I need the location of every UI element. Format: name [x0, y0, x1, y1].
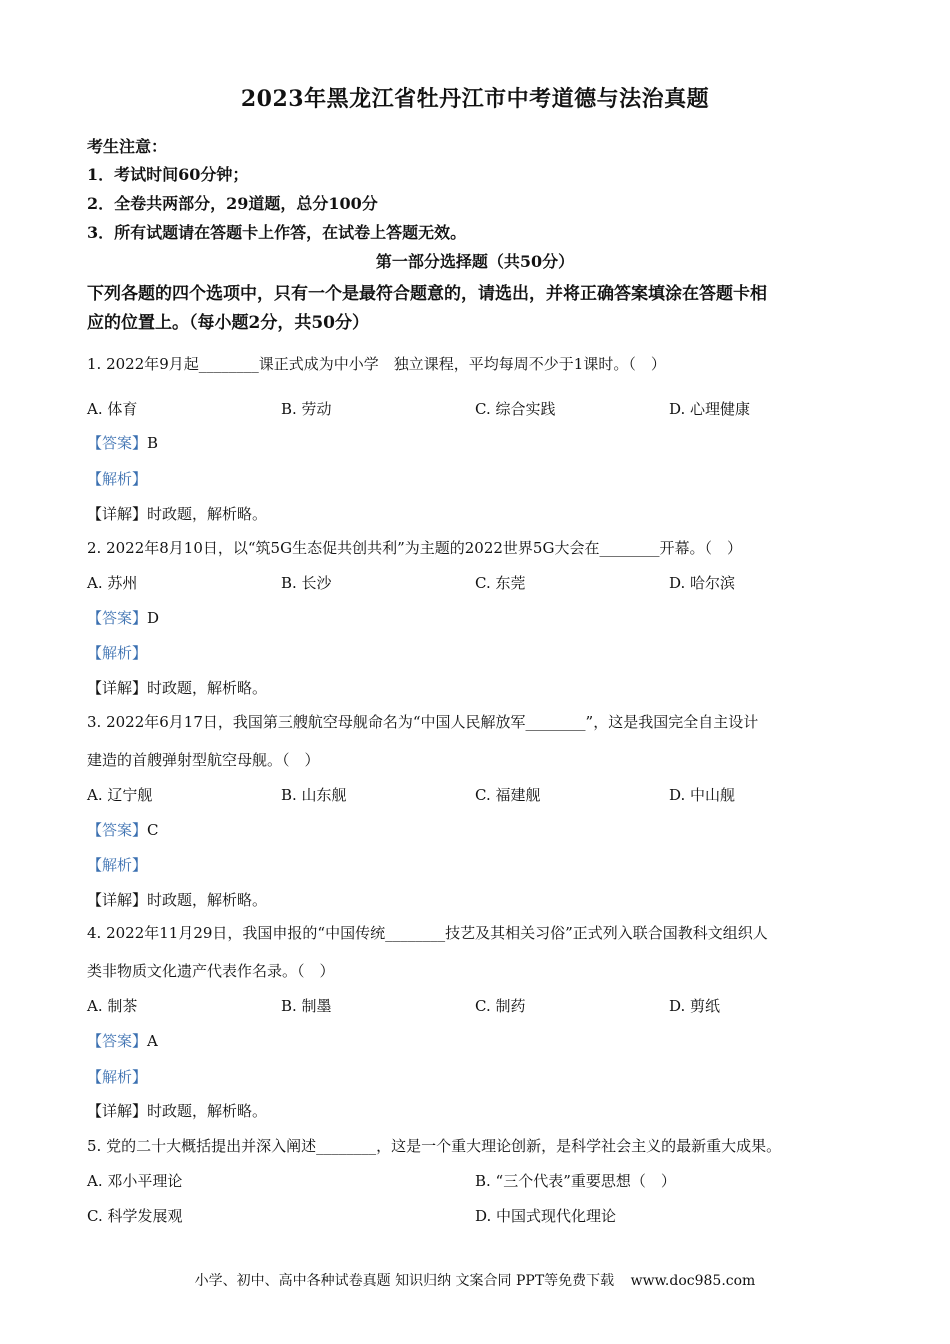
notice-heading: 考生注意： [87, 137, 168, 156]
question-stem: 2. 2022年8月10日，以“筑5G生态促共创共利”为主题的2022世界5G大会在________开幕。（ ） [87, 539, 742, 557]
question-stem-continued: 类非物质文化遗产代表作名录。（ ） [87, 962, 335, 980]
analysis-tag: 【解析】 [87, 1068, 148, 1086]
notice-item: 1．考试时间60分钟； [87, 165, 249, 184]
option-a: A. 制茶 [87, 997, 138, 1015]
detail-tag: 【详解】 [87, 1102, 148, 1120]
option-a: A. 辽宁舰 [87, 786, 153, 804]
detail-text: 时政题，解析略。 [147, 1102, 268, 1120]
detail-row [87, 677, 267, 698]
option-b: B. 制墨 [281, 997, 332, 1015]
page-footer [0, 1270, 950, 1290]
analysis-tag: 【解析】 [87, 470, 148, 488]
page-title: 2023年黑龙江省牡丹江市中考道德与法治真题 [240, 86, 710, 112]
option-c: C. 福建舰 [475, 786, 541, 804]
answer-value: C [147, 821, 159, 839]
answer-tag: 【答案】 [87, 821, 148, 839]
footer-link[interactable]: www.doc985.com [630, 1273, 756, 1289]
detail-text: 时政题，解析略。 [147, 679, 268, 697]
footer-text: 小学、初中、高中各种试卷真题 知识归纳 文案合同 PPT等免费下载 [194, 1273, 615, 1289]
part-title: 第一部分选择题（共50分） [375, 252, 575, 271]
answer-row [87, 432, 158, 453]
answer-row [87, 819, 159, 840]
detail-row [87, 503, 267, 524]
detail-tag: 【详解】 [87, 891, 148, 909]
option-a: A. 邓小平理论 [87, 1172, 183, 1190]
question-stem: 4. 2022年11月29日，我国申报的“中国传统________技艺及其相关习俗”正式列入联合国教科文组织人 [87, 924, 768, 942]
detail-text: 时政题，解析略。 [147, 505, 268, 523]
question-stem: 5. 党的二十大概括提出并深入阐述________，这是一个重大理论创新，是科学社会主义的最新重大成果。 [87, 1137, 782, 1155]
answer-row [87, 607, 159, 628]
answer-value: A [147, 1032, 158, 1050]
option-d: D. 中国式现代化理论 [475, 1207, 617, 1225]
option-d: D. 剪纸 [669, 997, 721, 1015]
answer-tag: 【答案】 [87, 609, 148, 627]
option-c: C. 东莞 [475, 574, 526, 592]
answer-tag: 【答案】 [87, 1032, 148, 1050]
answer-tag: 【答案】 [87, 434, 148, 452]
answer-value: D [147, 609, 160, 627]
option-a: A. 苏州 [87, 574, 138, 592]
analysis-tag: 【解析】 [87, 856, 148, 874]
option-c: C. 制药 [475, 997, 526, 1015]
question-stem-continued: 建造的首艘弹射型航空母舰。（ ） [87, 751, 320, 769]
option-d: D. 中山舰 [669, 786, 736, 804]
answer-value: B [147, 434, 159, 452]
analysis-tag: 【解析】 [87, 644, 148, 662]
option-b: B. 长沙 [281, 574, 332, 592]
option-c: C. 综合实践 [475, 400, 556, 418]
detail-text: 时政题，解析略。 [147, 891, 268, 909]
question-stem: 1. 2022年9月起________课正式成为中小学 独立课程，平均每周不少于1课时。（ ） [87, 355, 666, 373]
option-c: C. 科学发展观 [87, 1207, 183, 1225]
notice-item: 2．全卷共两部分，29道题，总分100分 [87, 194, 378, 213]
option-b: B. 山东舰 [281, 786, 347, 804]
instruction-line: 下列各题的四个选项中，只有一个是最符合题意的，请选出，并将正确答案填涂在答题卡相 [87, 284, 767, 304]
notice-item: 3．所有试题请在答题卡上作答，在试卷上答题无效。 [87, 223, 467, 242]
option-b: B. 劳动 [281, 400, 332, 418]
option-d: D. 心理健康 [669, 400, 751, 418]
detail-tag: 【详解】 [87, 679, 148, 697]
detail-row [87, 889, 267, 910]
question-stem: 3. 2022年6月17日，我国第三艘航空母舰命名为“中国人民解放军________”，这是我国完全自主设计 [87, 713, 759, 731]
option-a: A. 体育 [87, 400, 138, 418]
answer-row [87, 1030, 158, 1051]
detail-row [87, 1100, 267, 1121]
option-d: D. 哈尔滨 [669, 574, 736, 592]
detail-tag: 【详解】 [87, 505, 148, 523]
option-b: B. “三个代表”重要思想（ ） [475, 1172, 676, 1190]
instruction-line: 应的位置上。（每小题2分，共50分） [87, 313, 369, 333]
